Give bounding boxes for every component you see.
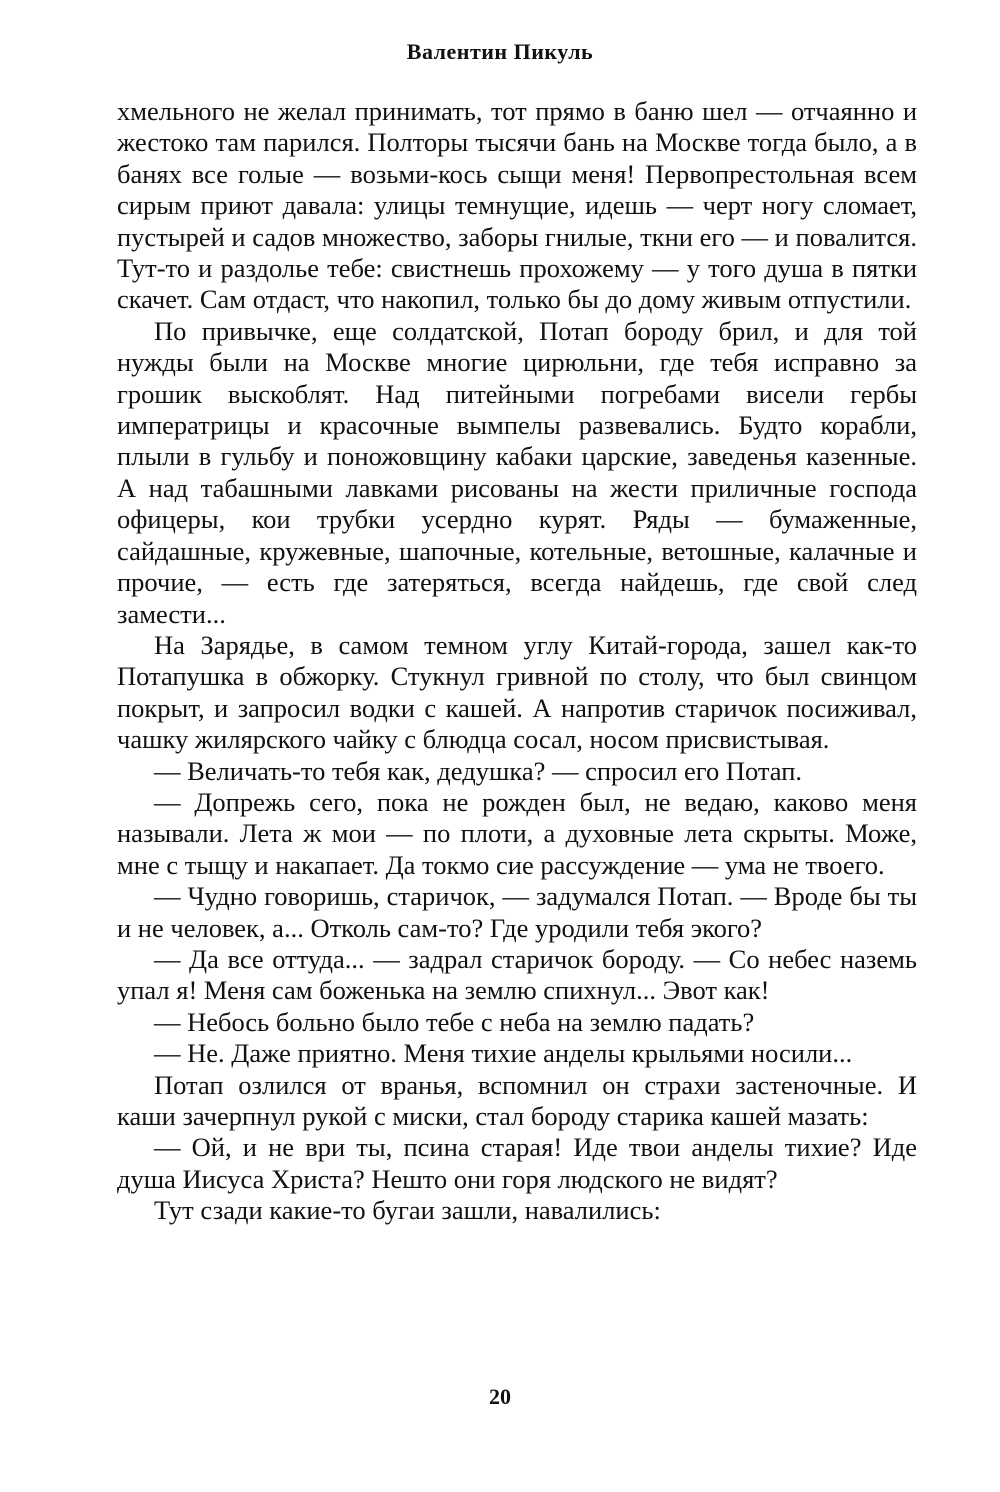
- dialogue-line: — Величать-то тебя как, дедушка? — спросил его Потап.: [154, 755, 802, 786]
- paragraph: Потап озлился от вранья, вспомнил он страхи застеночные. И каши зачерпнул рукой с миски, стал бороду старика кашей мазать:: [117, 1069, 917, 1131]
- dialogue-line: — Ой, и не ври ты, псина старая! Иде твои анделы тихие? Иде душа Иисуса Христа? Нешто они горя людского не видят?: [117, 1132, 917, 1194]
- dialogue-line: — Чудно говоришь, старичок, — задумался Потап. — Вроде бы ты и не человек, а... Отколь сам-то? Где уродили тебя экого?: [117, 881, 917, 943]
- dialogue-line: — Не. Даже приятно. Меня тихие анделы крыльями носили...: [154, 1038, 853, 1069]
- paragraph: хмельного не желал принимать, тот прямо в баню шел — отчаянно и жестоко там парился. Полторы тысячи бань на Москве тогда было, а в банях все голые — возьми-кось сыщи меня! Первопрестольная всем сирым приют давала: улицы темнущие, идешь — черт ногу сломает, пустырей и садов множество, заборы гнилые, ткни его — и повалится. Тут-то и раздолье тебе: свистнешь прохожему — у того душа в пятки скачет. Сам отдаст, что накопил, только бы до дому живым отпустили.: [117, 96, 917, 315]
- page-number: 20: [489, 1384, 511, 1409]
- dialogue-line: — Небось больно было тебе с неба на землю падать?: [154, 1006, 755, 1037]
- dialogue-line: — Допрежь сего, пока не рожден был, не ведаю, каково меня называли. Лета ж мои — по плоти, а духовные лета скрыты. Може, мне с тыщу и накапает. Да токмо сие рассуждение — ума не твоего.: [117, 786, 917, 880]
- paragraph: На Зарядье, в самом темном углу Китай-города, зашел как-то Потапушка в обжорку. Стукнул гривной по столу, что был свинцом покрыт, и запросил водки с кашей. А напротив старичок посиживал, чашку жилярского чайку с блюдца сосал, носом присвистывая.: [117, 629, 917, 755]
- dialogue-line: — Да все оттуда... — задрал старичок бороду. — Со небес наземь упал я! Меня сам боженька на землю спихнул... Эвот как!: [117, 943, 917, 1006]
- body-text: [117, 96, 917, 1227]
- paragraph: По привычке, еще солдатской, Потап бороду брил, и для той нужды были на Москве многие цирюльни, где тебя исправно за грошик выскоблят. Над питейными погребами висели гербы императрицы и красочные вымпелы развевались. Будто корабли, плыли в гульбу и поножовщину кабаки царские, заведенья казенные. А над табашными лавками рисованы на жести приличные господа офицеры, кои трубки усердно курят. Ряды — бумаженные, сайдашные, кружевные, шапочные, котельные, ветошные, калачные и прочие, — есть где затеряться, всегда найдешь, где свой след замести...: [117, 315, 917, 629]
- running-header-author: Валентин Пикуль: [406, 39, 594, 64]
- paragraph: Тут сзади какие-то бугаи зашли, навалились:: [154, 1195, 661, 1226]
